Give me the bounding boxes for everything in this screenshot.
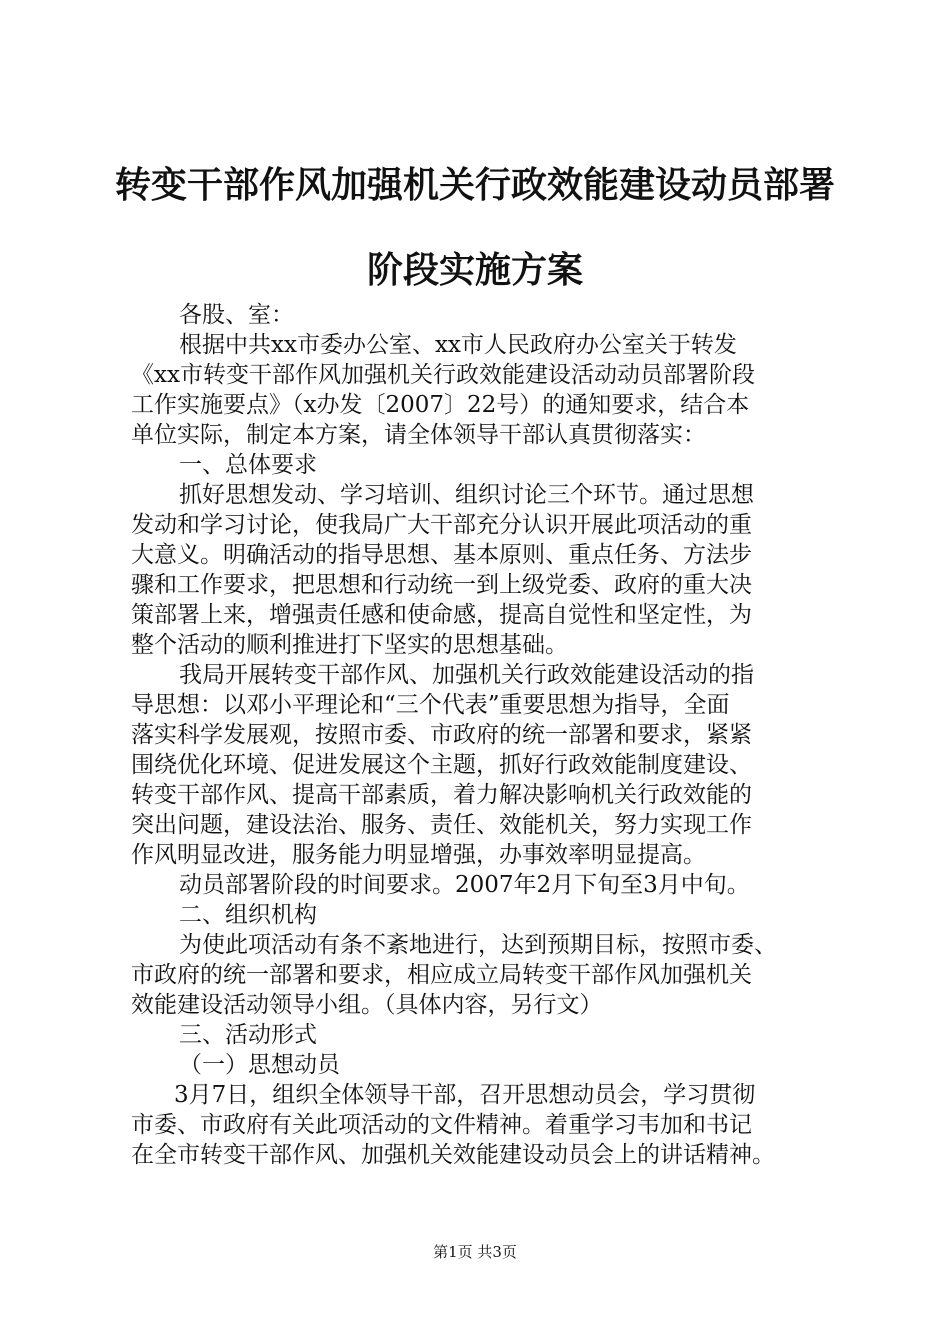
paragraph-line: 转变干部作风、提高干部素质，着力解决影响机关行政效能的	[131, 782, 752, 808]
paragraph-line: 市政府的统一部署和要求，相应成立局转变干部作风加强机关	[131, 962, 752, 988]
salutation: 各股、室：	[179, 302, 294, 328]
paragraph-line: 在全市转变干部作风、加强机关效能建设动员会上的讲话精神。	[131, 1142, 775, 1168]
paragraph-line: 整个活动的顺利推进打下坚实的思想基础。	[131, 632, 568, 658]
paragraph-line: 为使此项活动有条不紊地进行，达到预期目标，按照市委、	[179, 932, 777, 958]
paragraph-line: 抓好思想发动、学习培训、组织讨论三个环节。通过思想	[179, 482, 754, 508]
paragraph-line: 大意义。明确活动的指导思想、基本原则、重点任务、方法步	[131, 542, 752, 568]
paragraph-line: 根据中共xx市委办公室、xx市人民政府办公室关于转发	[179, 332, 737, 358]
paragraph-line: 动员部署阶段的时间要求。2007年2月下旬至3月中旬。	[179, 872, 750, 898]
section-heading: 一、总体要求	[179, 452, 317, 478]
document-title-line-1: 转变干部作风加强机关行政效能建设动员部署	[114, 165, 835, 206]
paragraph-line: 效能建设活动领导小组。（具体内容，另行文）	[131, 992, 603, 1018]
paragraph-line: 我局开展转变干部作风、加强机关行政效能建设活动的指	[179, 662, 754, 688]
paragraph-line: 导思想：以邓小平理论和“三个代表”重要思想为指导，全面	[131, 692, 730, 718]
paragraph-line: 发动和学习讨论，使我局广大干部充分认识开展此项活动的重	[131, 512, 752, 538]
subsection-heading: （一）思想动员	[179, 1052, 340, 1078]
paragraph-line: 作风明显改进，服务能力明显增强，办事效率明显提高。	[131, 842, 706, 868]
page-number-footer: 第1页 共3页	[433, 1243, 517, 1261]
paragraph-line: 市委、市政府有关此项活动的文件精神。着重学习韦加和书记	[131, 1112, 752, 1138]
paragraph-line: 突出问题，建设法治、服务、责任、效能机关，努力实现工作	[131, 812, 752, 838]
section-heading: 二、组织机构	[179, 902, 317, 928]
paragraph-line: 工作实施要点》（x办发〔2007〕22号）的通知要求，结合本	[131, 392, 750, 418]
paragraph-line: 骤和工作要求，把思想和行动统一到上级党委、政府的重大决	[131, 572, 752, 598]
section-heading: 三、活动形式	[179, 1022, 317, 1048]
document-title-line-2: 阶段实施方案	[366, 250, 583, 291]
paragraph-line: 策部署上来，增强责任感和使命感，提高自觉性和坚定性，为	[131, 602, 752, 628]
paragraph-line: 落实科学发展观，按照市委、市政府的统一部署和要求，紧紧	[131, 722, 752, 748]
paragraph-line: 单位实际，制定本方案，请全体领导干部认真贯彻落实：	[131, 422, 706, 448]
paragraph-line: 围绕优化环境、促进发展这个主题，抓好行政效能制度建设、	[131, 752, 752, 778]
paragraph-line: 3月7日，组织全体领导干部，召开思想动员会，学习贯彻	[174, 1082, 756, 1108]
paragraph-line: 《xx市转变干部作风加强机关行政效能建设活动动员部署阶段	[131, 362, 755, 388]
